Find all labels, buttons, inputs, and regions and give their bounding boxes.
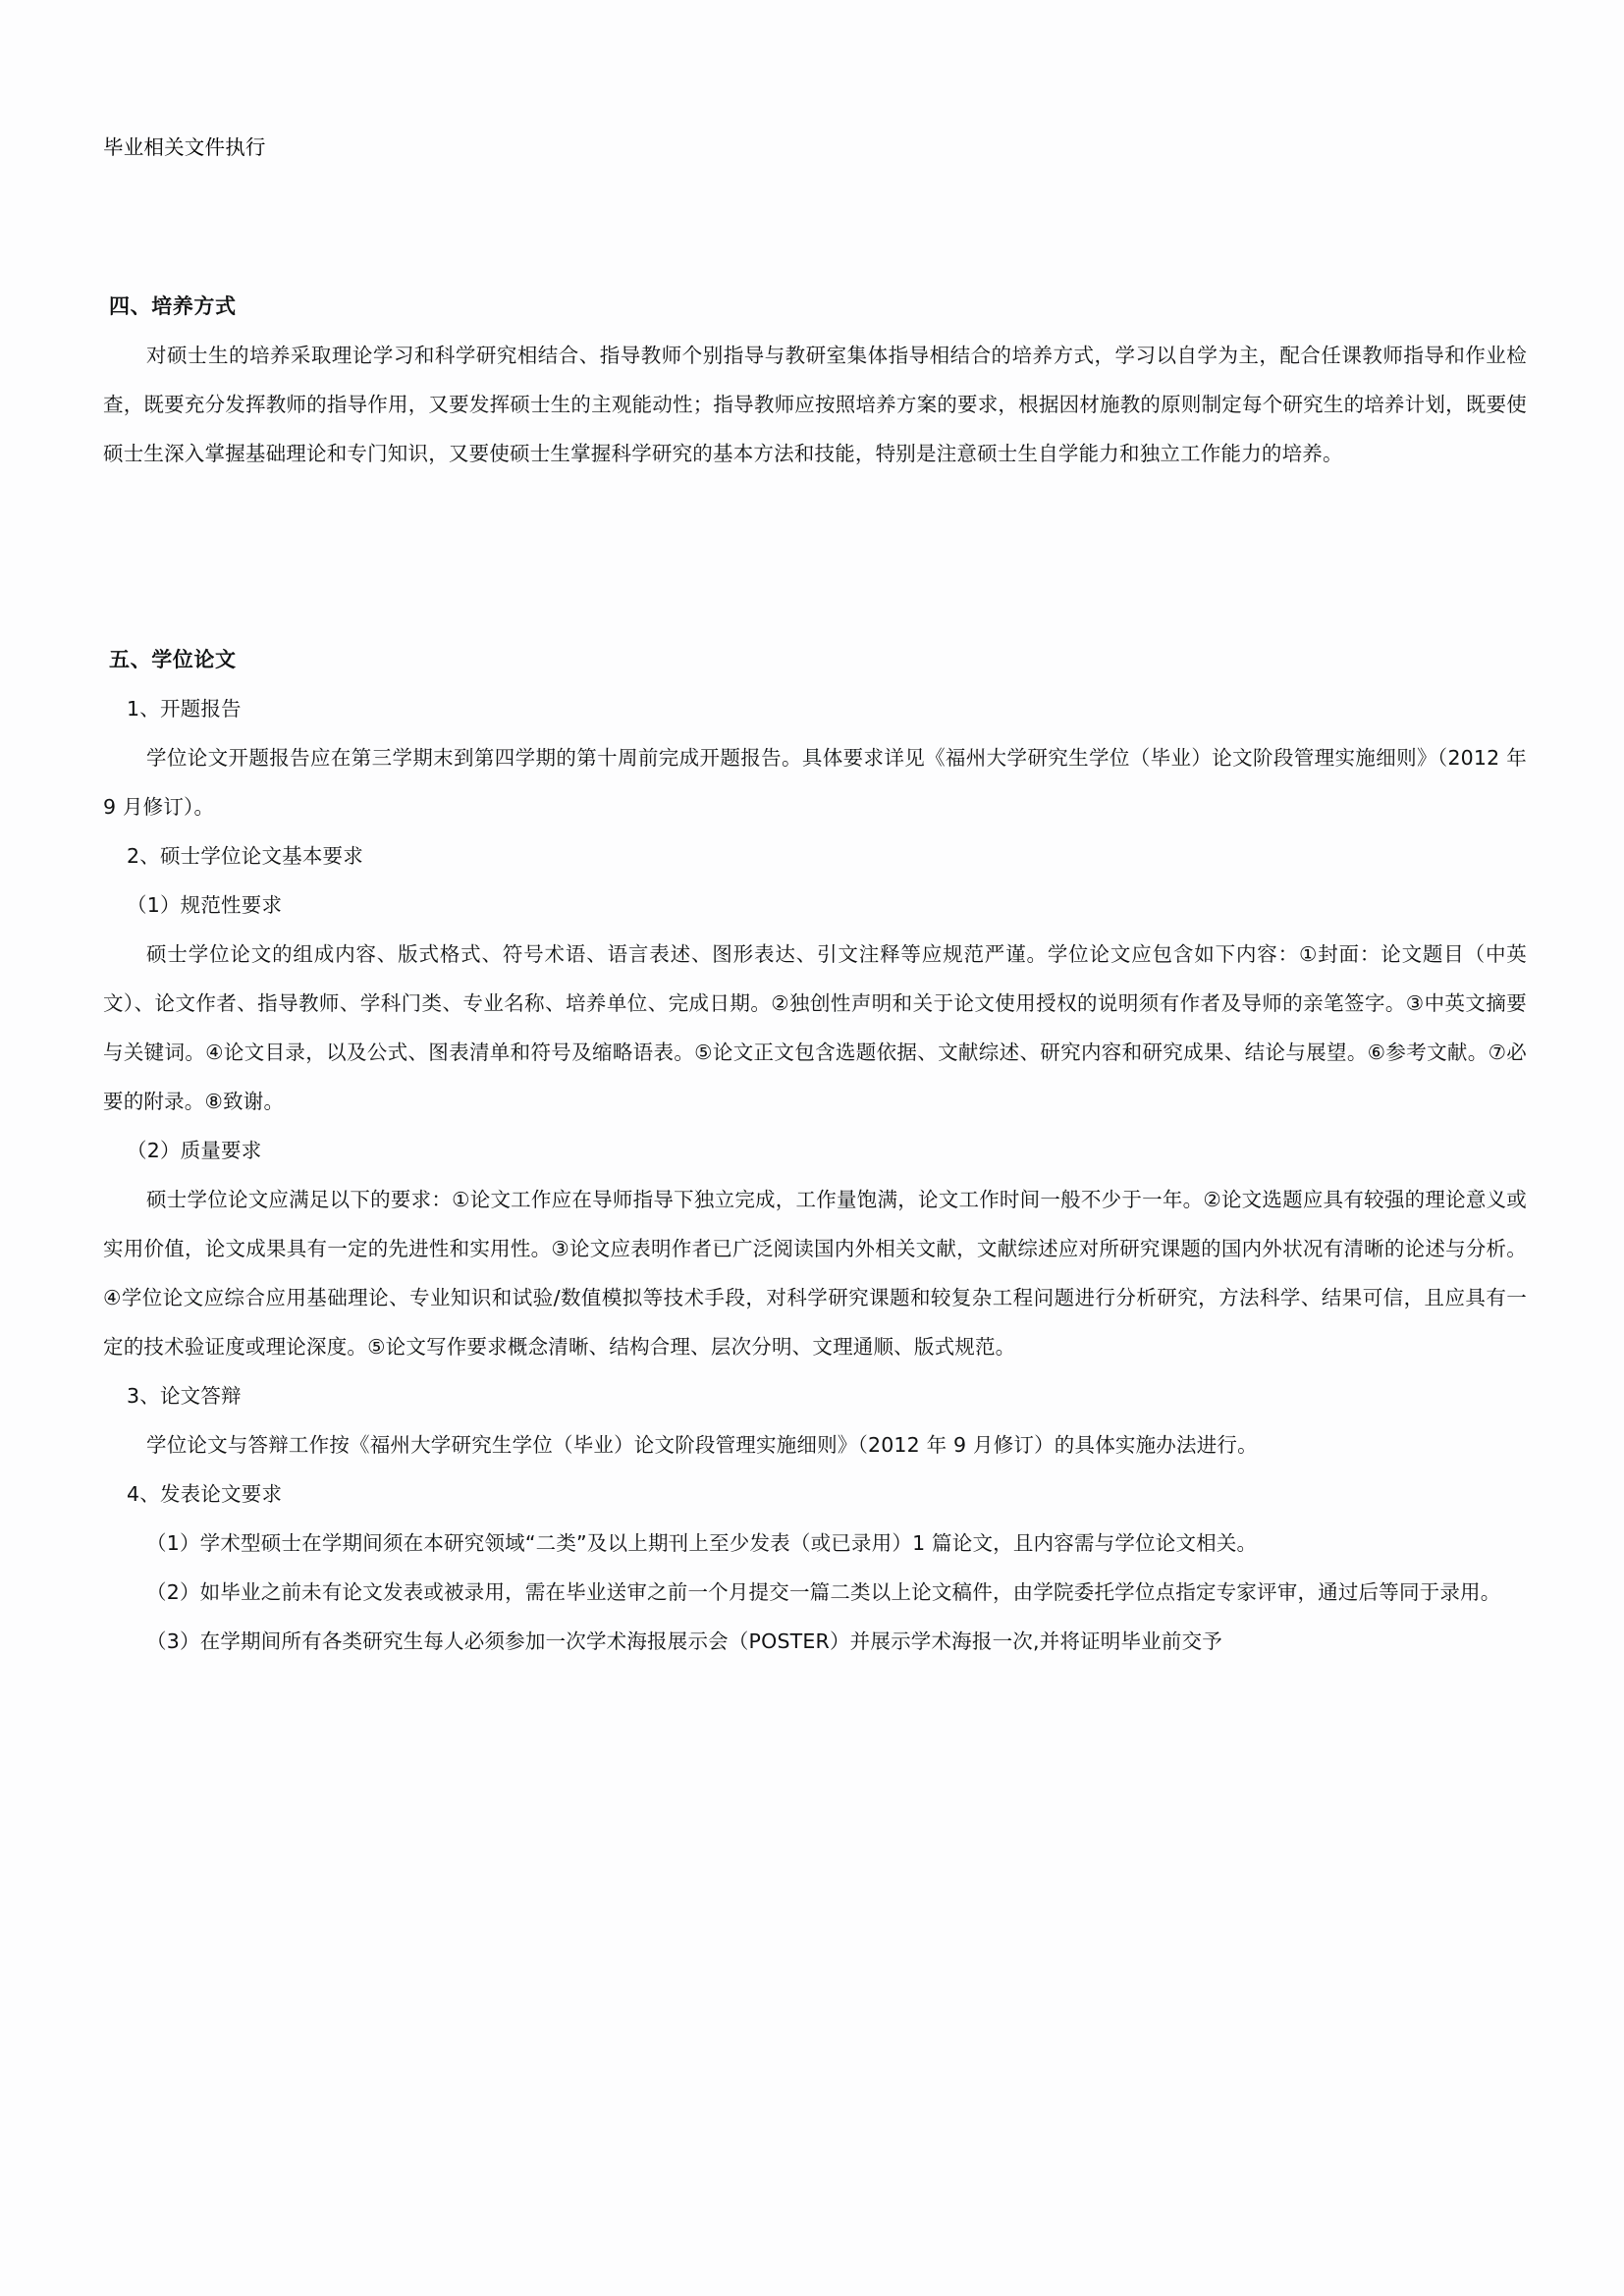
subsection-label-5-2-1: （1）规范性要求 <box>127 893 283 917</box>
subsection-5-4-item-2: （2）如毕业之前未有论文发表或被录用，需在毕业送审之前一个月提交一篇二类以上论文稿件，由学院委托学位点指定专家评审，通过后等同于录用。 <box>146 1580 1501 1604</box>
spacer <box>103 172 1527 282</box>
subsection-5-2-2-paragraph: 硕士学位论文应满足以下的要求：①论文工作应在导师指导下独立完成，工作量饱满，论文工作时间一般不少于一年。②论文选题应具有较强的理论意义或实用价值，论文成果具有一定的先进性和实用性。③论文应表明作者已广泛阅读国内外相关文献，文献综述应对所研究课题的国内外状况有清晰的论述与分析。④学位论文应综合应用基础理论、专业知识和试验/数值模拟等技术手段，对科学研究课题和较复杂工程问题进行分析研究，方法科学、结果可信，且应具有一定的技术验证度或理论深度。⑤论文写作要求概念清晰、结构合理、层次分明、文理通顺、版式规范。 <box>103 1188 1527 1359</box>
subsection-label-5-4: 4、发表论文要求 <box>127 1482 283 1506</box>
subsection-label-5-2-2: （2）质量要求 <box>127 1139 262 1162</box>
spacer <box>103 588 1527 635</box>
section-4-paragraph: 对硕士生的培养采取理论学习和科学研究相结合、指导教师个别指导与教研室集体指导相结合的培养方式，学习以自学为主，配合任课教师指导和作业检查，既要充分发挥教师的指导作用，又要发挥硕士生的主观能动性；指导教师应按照培养方案的要求，根据因材施教的原则制定每个研究生的培养计划，既要使硕士生深入掌握基础理论和专门知识，又要使硕士生掌握科学研究的基本方法和技能，特别是注意硕士生自学能力和独立工作能力的培养。 <box>103 344 1527 465</box>
subsection-5-4-item-3: （3）在学期间所有各类研究生每人必须参加一次学术海报展示会（POSTER）并展示学术海报一次,并将证明毕业前交予 <box>146 1629 1222 1653</box>
subsection-label-5-3: 3、论文答辩 <box>127 1384 242 1408</box>
continued-text-line: 毕业相关文件执行 <box>103 135 266 159</box>
spacer <box>103 478 1527 588</box>
subsection-5-1-paragraph: 学位论文开题报告应在第三学期末到第四学期的第十周前完成开题报告。具体要求详见《福州大学研究生学位（毕业）论文阶段管理实施细则》（2012 年 9 月修订）。 <box>103 746 1527 819</box>
subsection-5-3-paragraph: 学位论文与答辩工作按《福州大学研究生学位（毕业）论文阶段管理实施细则》（2012 年 9 月修订）的具体实施办法进行。 <box>146 1433 1258 1457</box>
subsection-label-5-2: 2、硕士学位论文基本要求 <box>127 844 363 868</box>
section-heading-4: 四、培养方式 <box>109 294 237 318</box>
subsection-5-2-1-paragraph: 硕士学位论文的组成内容、版式格式、符号术语、语言表述、图形表达、引文注释等应规范严谨。学位论文应包含如下内容：①封面：论文题目（中英文）、论文作者、指导教师、学科门类、专业名称、培养单位、完成日期。②独创性声明和关于论文使用授权的说明须有作者及导师的亲笔签字。③中英文摘要与关键词。④论文目录，以及公式、图表清单和符号及缩略语表。⑤论文正文包含选题依据、文献综述、研究内容和研究成果、结论与展望。⑥参考文献。⑦必要的附录。⑧致谢。 <box>103 942 1527 1113</box>
section-heading-5: 五、学位论文 <box>109 648 237 671</box>
subsection-label-5-1: 1、开题报告 <box>127 697 242 721</box>
page-content <box>103 123 1527 1666</box>
subsection-5-4-item-1: （1）学术型硕士在学期间须在本研究领域“二类”及以上期刊上至少发表（或已录用）1 篇论文，且内容需与学位论文相关。 <box>146 1531 1258 1555</box>
